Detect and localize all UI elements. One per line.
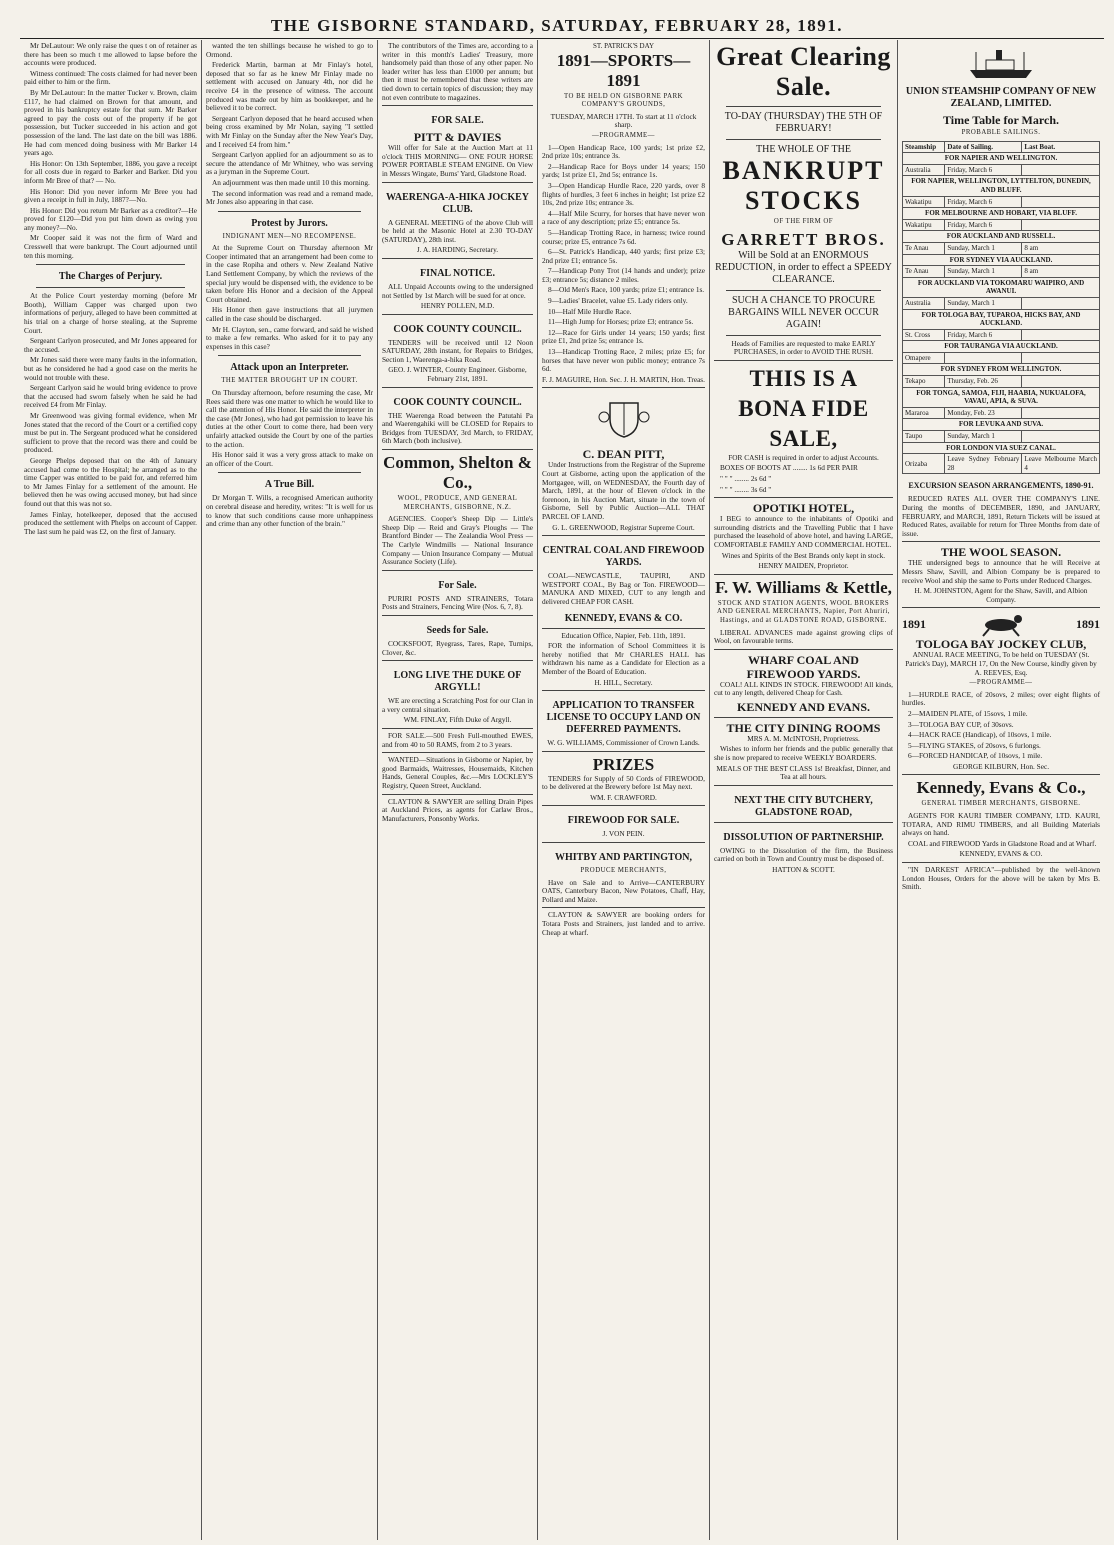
divider [218,355,361,356]
ship-cell: St. Cross [903,329,945,341]
paragraph: James Finlay, hotelkeeper, deposed that the accused produced the settlement with Phelps on account of Capper. The last sum he paid was £2, on the first of January. [24,509,197,536]
table-row [903,208,1100,220]
table-row [903,454,1100,474]
advertisement [382,182,533,255]
ad-heading: Seeds for Sale. [426,624,489,636]
advertisement [382,105,533,178]
ad-signature: H. HILL, Secretary. [594,677,653,687]
divider [218,472,361,473]
advertisement [382,449,533,567]
advertisement [382,314,533,384]
paragraph: Dr Morgan T. Wills, a recognised American authority on cerebral disease and heredity, writes: "It is well for us to know that such conditions cause more unhappiness and crime than any other function of the brain." [206,493,373,529]
event-item: 8—Old Men's Race, 100 yards; prize £1; entrance 1s. [548,285,705,295]
racehorse-icon [971,611,1031,637]
table-row [903,329,1100,341]
paragraph: His Honor: Did you return Mr Barker as a creditor?—He proved for £120—Did you put him down as owing you any money?—No. [24,205,197,232]
advertisement [542,387,705,532]
ad-text: WANTED—Situations in Gisborne or Napier, by good Barmaids, Waitresses, Housemaids, Kitchen Hands, General Couples, &c.—Mrs LOCKLEY'S Registry, Queen Street, Auckland. [382,755,533,790]
paragraph: At the Supreme Court on Thursday afternoon Mr Cooper intimated that an arrangement had been come to in the case Ropiha and others v. New Zealand Native Land Settlement Company, by which the reviews of the special jury would be dispensed with, the evidence to be taken before His Honor and a decision of the Appeal Court obtained. [206,243,373,304]
ad-subheading: GENERAL TIMBER MERCHANTS, GISBORNE. [921,800,1081,808]
paragraph: Witness continued: The costs claimed for had never been paid either to him or the firm. [24,68,197,87]
ad-title: THIS IS A BONA FIDE SALE, [738,365,869,451]
boat-cell [1022,297,1100,309]
event-item: 12—Race for Girls under 14 years; 150 yards; first prize £1, 2nd prize 5s; entrance 1s. [542,327,705,346]
ad-signature: H. M. JOHNSTON, Agent for the Shaw, Savill, and Albion Company. [914,586,1088,604]
table-row [903,352,1100,364]
ad-text: TENDERS will be received until 12 Noon SATURDAY, 28th instant, for Repairs to Bridges, Section 1, Waerenga-a-hika Road. [382,337,533,364]
table-row [903,387,1100,407]
ship-cell: Taupo [903,431,945,443]
ad-text: CLAYTON & SAWYER are booking orders for Totara Posts and Strainers, just landed and to arrive. Cheap at wharf. [542,910,705,937]
ad-heading: APPLICATION TO TRANSFER LICENSE TO OCCUPY LAND ON DEFERRED PAYMENTS. [546,700,701,736]
advertisement [382,258,533,311]
ad-heading: LONG LIVE THE DUKE OF ARGYLL! [393,670,522,694]
race-header [902,611,1100,637]
ad-text: TUESDAY, MARCH 17TH. To start at 11 o'clock sharp. [550,111,697,130]
ad-signature: J. A. HARDING, Secretary. [416,245,499,255]
ad-text: PURIRI POSTS AND STRAINERS, Totara Posts and Strainers, Fencing Wire (Nos. 6, 7, 8). [382,593,533,612]
ad-signature: WM. F. CRAWFORD. [590,792,657,802]
ad-title: OPOTIKI HOTEL, [752,501,855,516]
ad-programme: —PROGRAMME— [592,131,655,139]
paragraph: Mr Cooper said it was not the firm of Ward and Cresswell that were bankrupt. The Court adjourned until ten this morning. [24,233,197,260]
advertisement [542,690,705,748]
sailing-table-body [903,153,1100,474]
paragraph: Mr H. Clayton, sen., came forward, and said he wished to make a few remarks. Who asked for it to pay any expenses in this case? [206,324,373,351]
article-heading: Attack upon an Interpreter. [230,362,349,374]
ad-signature: W. G. WILLIAMS, Commissioner of Crown Lands. [547,738,700,748]
ad-text: THE Waerenga Road between the Patutahi Pa and Waerengahiki will be CLOSED for Repairs to Bridges from TUESDAY, 3rd March, to FRIDAY, 6th March (both inclusive). [382,410,533,446]
advertisement [382,615,533,657]
ship-cell: Wakatipu [903,196,945,208]
coat-of-arms-icon [596,397,652,441]
ad-text: ANNUAL RACE MEETING, To be held on TUESDAY (St. Patrick's Day), MARCH 17, On the New Course, kindly given by A. REEVES, Esq. [905,650,1097,677]
article-heading: Protest by Jurors. [251,217,328,229]
paragraph: George Phelps deposed that on the 4th of January accused had come to the Hospital; he arranged as to the time Capper was entitled to be paid for, and referred him to Mr James Finlay for a settlement of the amount. He believed then he was owing accused money, but had since found out that this was not so. [24,455,197,508]
ad-subheading: TO-DAY (THURSDAY) THE 5TH OF FEBRUARY! [724,111,883,134]
ad-heading: FOR SALE. [431,115,484,127]
ship-cell: Te Anau [903,266,945,278]
ad-text: COAL! ALL KINDS IN STOCK. FIREWOOD! All kinds, cut to any length, delivered Cheap for Cash. [714,679,893,698]
event-item: 5—FLYING STAKES, of 20sovs, 6 furlongs. [908,740,1041,750]
advertisement [542,805,705,839]
ad-signature: F. J. MAGUIRE, Hon. Sec. J. H. MARTIN, Hon. Treas. [542,374,705,384]
advertisement [714,574,893,646]
masthead-rule [20,38,1104,39]
ad-heading: EXCURSION SEASON ARRANGEMENTS, 1890-91. [908,481,1094,491]
table-row [903,376,1100,388]
paragraph: Mr Jones said there were many faults in the information, but as he considered he had a good case on the merits he would not trouble with these. [24,355,197,382]
ad-signature: HENRY MAIDEN, Proprietor. [758,561,849,571]
advertisement [714,785,893,819]
divider [36,264,185,265]
advertisement [542,628,705,688]
event-item: 6—St. Patrick's Handicap, 440 yards; first prize £3; 2nd prize £1; entrance 5s. [542,247,705,265]
boat-cell: Leave Melbourne March 4 [1022,454,1100,474]
ad-signature: GEO. J. WINTER, County Engineer. Gisborne, February 21st, 1891. [388,365,527,384]
ad-text: ALL Unpaid Accounts owing to the undersigned not Settled by 1st March will be sued for at once. [382,281,533,300]
paragraph: An adjournment was then made until 10 this morning. [212,177,370,187]
ad-heading: UNION STEAMSHIP COMPANY OF NEW ZEALAND, LIMITED. [905,86,1097,109]
table-row [903,219,1100,231]
paragraph: Sergeant Carlyon applied for an adjournment so as to secure the attendance of Mr Whitney, who was serving as a juryman in the Supreme Court. [206,150,373,177]
ad-firm: F. W. Williams & Kettle, [715,577,892,597]
ad-text: FOR CASH is required in order to adjust Accounts. [728,452,879,462]
ad-text: Under Instructions from the Registrar of the Supreme Court at Gisborne, acting upon the application of the Mortgagee, will, on WEDNESDAY, the Fourth day of March, 1891, at the hour of Eleven o'clock in the forenoon, in his Auction Mart, situate in the town of Gisborne, Sell by Public Auction—ALL THAT PARCEL OF LAND. [542,460,705,521]
ad-heading: Education Office, Napier, Feb. 11th, 1891. [561,630,686,640]
ad-text: FOR the information of School Committees it is hereby notified that Mr CHARLES HALL has withdrawn his name as a Candidate for Election as a Member of the Board of Education. [542,641,705,676]
article-subheading: THE MATTER BROUGHT UP IN COURT. [221,377,358,385]
paragraph: His Honor then gave instructions that all jurymen called in the case should be discharged. [206,305,373,324]
ad-text: OF THE FIRM OF [773,218,834,225]
ad-heading: For Sale. [438,579,477,591]
event-item: 9—Ladies' Bracelet, value £5. Lady riders only. [548,296,688,306]
ad-text: "IN DARKEST AFRICA"—published by the well-known London Houses, Orders for the above will be taken by Mrs B. Smith. [902,865,1100,892]
ad-title: PRIZES [592,754,655,774]
divider [36,287,185,288]
advertisement [714,497,893,571]
paragraph: Frederick Martin, barman at Mr Finlay's hotel, deposed that so far as he knew Mr Finlay made no settlement with accused on January 4th, nor did he receive £4 in the presence of witness. The account produced was made out by him as bookkeeper, and he believed it to be correct. [206,60,373,113]
paragraph: Mr DeLautour: We only raise the ques t on of retainer as there has been so much t me allowed to lapse before the accounts were produced. [24,41,197,68]
price-row: BOXES OF BOOTS AT ........ 1s 6d PER PAIR [720,463,858,473]
ad-signature: G. L. GREENWOOD, Registrar Supreme Court. [552,522,695,532]
paragraph: The second information was read and a remand made, Mr Jones also appearing in that case. [206,188,373,207]
ad-text: Have on Sale and to Arrive—CANTERBURY OATS, Canterbury Bacon, New Potatoes, Chaff, Hay, Pollard and Maize. [542,877,705,904]
ad-text: COCKSFOOT, Ryegrass, Tares, Rape, Turnips, Clover, &c. [382,638,533,657]
boat-cell [1022,431,1100,443]
ad-firm: KENNEDY AND EVANS. [736,699,871,714]
ad-date: ST. PATRICK'S DAY [592,42,655,50]
boat-cell [1022,352,1100,364]
event-item: 3—Open Handicap Hurdle Race, 220 yards, over 8 flights of hurdles, 3 feet 6 inches in height; 1st prize £2 10s, 2nd prize 10s; entrance 3s. [542,180,705,208]
table-row [903,364,1100,376]
ship-cell: Omapere [903,352,945,364]
event-item: 1—HURDLE RACE, of 20sovs, 2 miles; over eight flights of hurdles. [902,689,1100,708]
table-row [903,196,1100,208]
ad-heading: NEXT THE CITY BUTCHERY, GLADSTONE ROAD, [734,794,873,818]
route-name: FOR NAPIER, WELLINGTON, LYTTELTON, DUNEDIN, AND BLUFF. [903,176,1100,196]
ad-text: COAL and FIREWOOD Yards in Gladstone Road and at Wharf. [908,838,1097,848]
article-heading: A True Bill. [264,479,315,491]
ad-title: TOLOGA BAY JOCKEY CLUB, [915,637,1087,652]
table-header: Steamship [903,141,945,153]
ad-title: Great Clearing Sale. [716,42,891,101]
ad-firm: Kennedy, Evans & Co., [916,778,1086,798]
ad-text: OWING to the Dissolution of the firm, the Business carried on both in Town and Country must be disposed of. [714,845,893,864]
table-row [903,442,1100,454]
ad-text: AGENTS FOR KAURI TIMBER COMPANY, LTD. KAURI, TOTARA, AND RIMU TIMBERS, and all Building Materials always on hand. [902,811,1100,838]
ad-subheading: WOOL, PRODUCE, AND GENERAL MERCHANTS, GISBORNE, N.Z. [397,495,518,511]
ad-signature: KENNEDY, EVANS & CO. [959,849,1043,859]
table-header: Date of Sailing. [945,141,1022,153]
ad-text: Will be Sold at an ENORMOUS REDUCTION, in order to effect a SPEEDY CLEARANCE. [715,249,892,285]
advertisement [902,607,1100,771]
event-item: 3—TOLOGA BAY CUP, of 30sovs. [908,719,1014,729]
table-row [903,309,1100,329]
paragraph: At the Police Court yesterday morning (before Mr Booth), William Capper was charged upon two informations of perjury, alleged to have been committed at his trial on a charge of horse stealing, at the Supreme Court. [24,291,197,335]
ad-signature: GEORGE KILBURN, Hon. Sec. [952,761,1050,771]
event-item: 2—Handicap Race for Boys under 14 years; 150 yards; 1st prize £1, 2nd 5s; entrance 1s. [542,161,705,180]
event-item: 13—Handicap Trotting Race, 2 miles; prize £5; for horses that have never won public money; entrance 7s 6d. [542,347,705,374]
advertisement [542,907,705,937]
boat-cell [1022,196,1100,208]
ad-firm: KENNEDY, EVANS & CO. [564,612,683,624]
ad-heading: DISSOLUTION OF PARTNERSHIP. [723,831,884,843]
ad-text: THE WHOLE OF THE [756,144,851,155]
ad-subheading: STOCK AND STATION AGENTS, WOOL BROKERS AND GENERAL MERCHANTS, Napier, Port Ahuriri, Hastings, and at GLADSTONE ROAD, GISBORNE. [717,599,890,624]
paragraph: Sergeant Carlyon said he would bring evidence to prove that the accused had sworn falsely when he said he had received £4 from Mr Finlay. [24,383,197,410]
ad-subheading: PROBABLE SAILINGS. [961,129,1041,136]
advertisement [714,360,893,494]
advertisement [714,717,893,782]
column-5 [710,40,898,1540]
date-cell: Friday, March 6 [945,196,1022,208]
column-4 [538,40,710,1540]
date-cell [945,352,1022,364]
event-item: 1—Open Handicap Race, 100 yards; 1st prize £2, 2nd prize 10s; entrance 3s. [542,142,705,161]
advertisement [382,660,533,725]
date-cell: Friday, March 6 [945,329,1022,341]
paragraph: On Thursday afternoon, before resuming the case, Mr Rees said there was one matter to which he would like to call the attention of His Honor. He said the interpreter in the case (Mr Jones), who had got permission to leave his duties at the other Court to come there, had been very unfairly attacked outside the Court by one of the parties to the action. [206,388,373,449]
event-item: 10—Half Mile Hurdle Race. [548,306,632,316]
price-row: " " " ........ 2s 6d " [720,473,772,483]
ad-firm: GARRETT BROS. [721,229,886,249]
ad-subheading: TO BE HELD ON GISBORNE PARK COMPANY'S GROUNDS, [563,92,684,109]
ship-cell: Te Anau [903,242,945,254]
ship-cell: Mararoa [903,407,945,419]
advertisement [382,794,533,824]
paragraph: His Honor: On 13th September, 1886, you gave a receipt for all costs due in regard to Barker and Barker. Did you inform Mr Bree of that? — No. [24,158,197,185]
advertisement [542,842,705,904]
table-row [903,297,1100,309]
table-row [903,254,1100,266]
table-header: Last Boat. [1022,141,1100,153]
ad-firm: PITT & DAVIES [413,130,502,145]
ad-text: COAL—NEWCASTLE, TAUPIRI, AND WESTPORT COAL, By Bag or Ton. FIREWOOD—MANUKA AND MIXED, CUT to any length and delivered CHEAP FOR CASH. [542,571,705,606]
ad-signature: HATTON & SCOTT. [772,865,835,875]
table-row [903,341,1100,353]
ship-cell: Australia [903,297,945,309]
advertisement [382,728,533,749]
column-3 [378,40,538,1540]
column-2 [202,40,378,1540]
ad-heading: FIREWOOD FOR SALE. [567,815,680,827]
route-name: FOR TAURANGA VIA AUCKLAND. [903,341,1100,353]
date-cell: Sunday, March 1 [945,297,1022,309]
advertisement [902,862,1100,892]
ad-text: Will offer for Sale at the Auction Mart at 11 o'clock THIS MORNING— ONE FOUR HORSE POWER PORTABLE STEAM ENGINE. On View in Messrs Wingate, Burns' Yard, Gladstone Road. [382,143,533,178]
ship-cell: Australia [903,164,945,176]
ad-signature: MRS A. M. McINTOSH, Proprietress. [747,733,860,743]
date-cell: Sunday, March 1 [945,266,1022,278]
ad-text: Heads of Families are requested to make EARLY PURCHASES, in order to AVOID THE RUSH. [731,338,876,357]
ad-firm: Common, Shelton & Co., [383,453,532,493]
divider [726,139,881,140]
advertisement [714,822,893,875]
ad-signature: J. VON PEIN. [602,829,645,839]
ad-title: BANKRUPT STOCKS [722,156,885,215]
masthead [0,0,1114,40]
table-row [903,242,1100,254]
ad-text: Wishes to inform her friends and the public generally that she is now prepared to receive WEEKLY BOARDERS. [714,744,893,763]
advertisement [542,535,705,624]
ad-heading: COOK COUNTY COUNCIL. [393,396,522,408]
date-cell: Sunday, March 1 [945,242,1022,254]
date-cell: Sunday, March 1 [945,431,1022,443]
event-item: 4—HACK RACE (Handicap), of 10sovs, 1 mile. [908,730,1052,740]
paragraph: His Honor said it was a very gross attack to make on an officer of the Court. [206,450,373,468]
table-row [903,266,1100,278]
route-name: FOR NAPIER AND WELLINGTON. [903,153,1100,165]
paragraph: The contributors of the Times are, according to a writer in this month's Ladies' Treasury, more handsomely paid than those of any other paper. No leader writer has less than £1000 per annum; but then it must be remembered that these writers are tied down to certain topics of discussion; they may not even contribute to magazines. [382,41,533,102]
advertisement [382,752,533,790]
ship-cell: Orizaba [903,454,945,474]
date-cell: Leave Sydney February 28 [945,454,1022,474]
event-item: 6—FORCED HANDICAP, of 10sovs, 1 mile. [908,751,1043,761]
boat-cell: 8 am [1022,266,1100,278]
paragraph: By Mr DeLautour: In the matter Tucker v. Brown, claim £117, he had claimed on Brown for that amount, and proved in his bankruptcy estate for that sum. Mr Barker agreed to pay the costs out of the property if he got possession, but Tucker succeeded in his action and got possession of the land. The last date on the bill was 1886. He had com menced doing business with Mr Barker 14 years ago. [24,87,197,158]
columns [20,40,1104,1540]
event-item: 5—Handicap Trotting Race, in harness; twice round course; prize £5, entrance 7s 6d. [542,227,705,246]
paragraph: Sergeant Carlyon deposed that he heard accused when being cross examined by Mr Nolan, saying "I settled with Mr Finlay on the Sunday after the New Year's Day, and I received £4 from him." [206,113,373,149]
ad-subheading: Time Table for March. [942,113,1059,127]
route-name: FOR MELBOURNE AND HOBART, VIA BLUFF. [903,208,1100,220]
event-item: 4—Half Mile Scurry, for horses that have never won a race of any description; prize £5; entrance 5s. [542,208,705,227]
newspaper-title: THE GISBORNE STANDARD, SATURDAY, FEBRUARY 28, 1891. [270,16,844,35]
ad-subheading: PRODUCE MERCHANTS, [580,867,667,875]
route-name: FOR SYDNEY FROM WELLINGTON. [903,364,1100,376]
year-label: 1891 [902,617,926,632]
route-name: FOR LEVUKA AND SUVA. [903,419,1100,431]
route-name: FOR SYDNEY VIA AUCKLAND. [903,254,1100,266]
boat-cell [1022,376,1100,388]
advertisement [902,774,1100,859]
ship-cell: Wakatipu [903,219,945,231]
event-item: 7—Handicap Pony Trot (14 hands and under); prize £3; entrance 5s; distance 2 miles. [542,266,705,284]
column-1 [20,40,202,1540]
boat-cell [1022,407,1100,419]
paragraph: His Honor: Did you never inform Mr Bree you had given a receipt in full in July, 1887?—No. [24,186,197,205]
route-name: FOR LONDON VIA SUEZ CANAL. [903,442,1100,454]
ship-cell: Tekapo [903,376,945,388]
advertisement [902,541,1100,604]
ad-programme: —PROGRAMME— [969,679,1033,687]
table-row [903,277,1100,297]
advertisement [542,751,705,803]
sailing-table [902,141,1100,475]
table-row [903,431,1100,443]
date-cell: Friday, March 6 [945,219,1022,231]
ad-title: WHARF COAL AND FIREWOOD YARDS. [746,652,861,681]
column-6 [898,40,1104,1540]
route-name: FOR AUCKLAND VIA TOKOMARU WAIPIRO, AND AWANUI. [903,277,1100,297]
price-row: " " " ........ 3s 6d " [720,484,772,494]
date-cell: Thursday, Feb. 26 [945,376,1022,388]
table-row [903,407,1100,419]
ad-title: THE WOOL SEASON. [940,545,1062,560]
ad-text: MEALS OF THE BEST CLASS 1s! Breakfast, Dinner, and Tea at all hours. [716,763,891,782]
ad-heading: FINAL NOTICE. [419,267,495,279]
ad-heading: COOK COUNTY COUNCIL. [393,323,522,335]
ad-text: TENDERS for Supply of 50 Cords of FIREWOOD, to be delivered at the Brewery before 1st May next. [542,773,705,792]
paragraph: Sergeant Carlyon prosecuted, and Mr Jones appeared for the accused. [24,336,197,354]
boat-cell: 8 am [1022,242,1100,254]
ad-text: A GENERAL MEETING of the above Club will be held at the Masonic Hotel at 2.30 TO-DAY (SATURDAY), 28th inst. [382,217,533,244]
date-cell: Friday, March 6 [945,164,1022,176]
divider [726,106,881,107]
divider [726,290,881,291]
boat-cell [1022,164,1100,176]
route-name: FOR AUCKLAND AND RUSSELL. [903,231,1100,243]
ad-signature: WM. FINLAY, Fifth Duke of Argyll. [403,715,512,725]
table-row [903,164,1100,176]
ad-signature: HENRY POLLEN, M.D. [420,301,495,311]
ad-text: AGENCIES. Cooper's Sheep Dip — Little's Sheep Dip — Reid and Gray's Ploughs — The Brantford Binder — The Zealandia Wool Press — The Carlyle Windmills — National Insurance Company — Union Insurance Company — Mutual Assurance Society (Life). [382,514,533,567]
event-item: 11—High Jump for Horses; prize £3; entrance 5s. [548,317,694,327]
article-subheading: INDIGNANT MEN—NO RECOMPENSE. [222,232,357,240]
advertisement [382,387,533,446]
paragraph: wanted the ten shillings because he wished to go to Ormond. [206,41,373,59]
event-list [542,144,705,374]
ad-text: FOR SALE.—500 Fresh Full-mouthed EWES, and from 40 to 50 RAMS, from 2 to 3 years. [382,730,533,749]
ad-heading: WHITBY AND PARTINGTON, [555,852,692,864]
date-cell: Monday, Feb. 23 [945,407,1022,419]
paragraph: Mr Greenwood was giving formal evidence, when Mr Jones stated that the record of the Court or a certified copy must be put in. The Sergeant produced what he considered sufficient to prove that the record was there and could be produced. [24,410,197,455]
ad-heading: CENTRAL COAL AND FIREWOOD YARDS. [542,545,705,569]
ad-text: Wines and Spirits of the Best Brands only kept in stock. [721,550,886,560]
ad-text: I BEG to announce to the inhabitants of Opotiki and surrounding districts and the Travelling Public that I have purchased the leasehold of above hotel, and having LARGE, COMFORTABLE FAMILY AND COMMERCIAL HOTEL. [714,514,893,549]
route-name: FOR TOLOGA BAY, TUPAROA, HICKS BAY, AND AUCKLAND. [903,309,1100,329]
advertisement [382,570,533,612]
ad-firm: C. DEAN PITT, [582,447,665,462]
year-label: 1891 [1076,617,1100,632]
ad-title: 1891—SPORTS—1891 [556,50,691,90]
ad-title: THE CITY DINING ROOMS [726,720,881,735]
table-row [903,419,1100,431]
table-row [903,231,1100,243]
ad-text: REDUCED RATES ALL OVER THE COMPANY'S LINE. During the months of DECEMBER, 1890, and JANUARY, FEBRUARY, and MARCH, 1891, Return Tickets will be issued at Reduced Rates, available for return for Three Months from date of issue. [902,494,1100,538]
ad-text: THE undersigned begs to announce that he will Receive at Messrs Shaw, Savill, and Albion Company be is prepared to receive Wool and ship the same to Ports under Reduced Charges. [902,558,1100,585]
boat-cell [1022,219,1100,231]
ad-text: LIBERAL ADVANCES made against growing clips of Wool, on favourable terms. [714,627,893,646]
table-row [903,153,1100,165]
ad-text: WE are erecting a Scratching Post for our Clan in a very central situation. [382,696,533,714]
table-row [903,176,1100,196]
route-name: FOR TONGA, SAMOA, FIJI, HAABIA, NUKUALOFA, VAVAU, APIA, & SUVA. [903,387,1100,407]
ad-text: CLAYTON & SAWYER are selling Drain Pipes at Auckland Prices, as agents for Carlaw Bros., Manufacturers, Ponsonby Works. [382,796,533,823]
event-item: 2—MAIDEN PLATE, of 15sovs, 1 mile. [908,708,1028,718]
boat-cell [1022,329,1100,341]
divider [218,211,361,212]
event-list [902,691,1100,761]
divider [726,335,881,336]
advertisement [714,649,893,714]
ad-heading: WAERENGA-A-HIKA JOCKEY CLUB. [385,191,530,215]
article-heading: The Charges of Perjury. [58,271,163,283]
steamship-icon [966,46,1036,80]
ad-text: SUCH A CHANCE TO PROCURE BARGAINS WILL NEVER OCCUR AGAIN! [728,294,879,330]
